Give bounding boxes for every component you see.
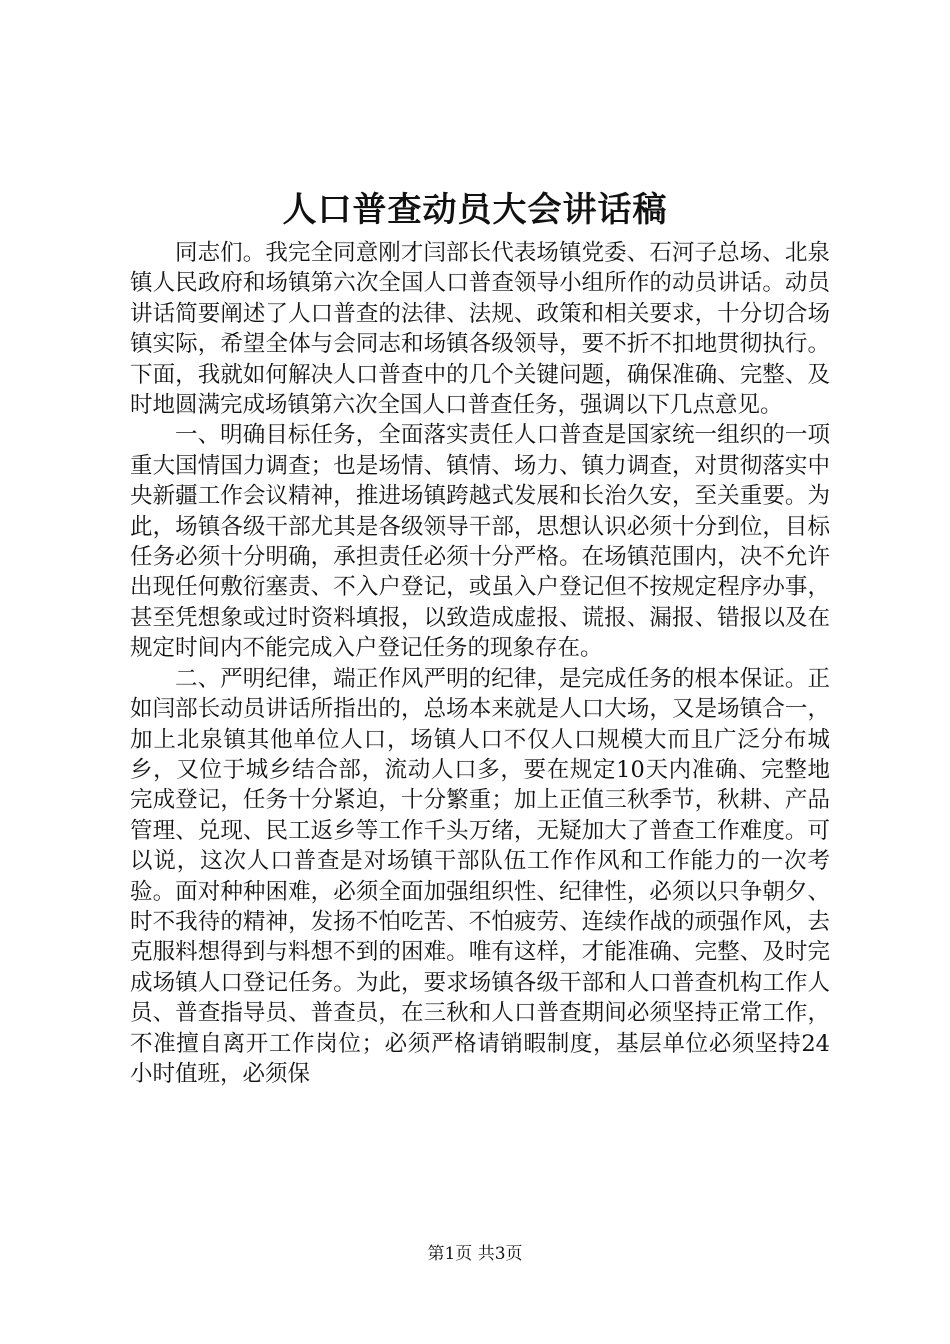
paragraph-section-1: 一、明确目标任务，全面落实责任人口普查是国家统一组织的一项重大国情国力调查；也是场情、镇情、场力、镇力调查，对贯彻落实中央新疆工作会议精神，推进场镇跨越式发展和长治久安，至关重要。为此，场镇各级干部尤其是各级领导干部，思想认识必须十分到位，目标任务必须十分明确，承担责任必须十分严格。在场镇范围内，决不允许出现任何敷衍塞责、不入户登记，或虽入户登记但不按规定程序办事，甚至凭想象或过时资料填报，以致造成虚报、谎报、漏报、错报以及在规定时间内不能完成入户登记任务的现象存在。 bbox=[130, 422, 830, 662]
paragraph-section-2: 二、严明纪律，端正作风严明的纪律，是完成任务的根本保证。正如闫部长动员讲话所指出的，总场本来就是人口大场，又是场镇合一，加上北泉镇其他单位人口，场镇人口不仅人口规模大而且广泛分布城乡，又位于城乡结合部，流动人口多，要在规定10天内准确、完整地完成登记，任务十分紧迫，十分繁重；加上正值三秋季节，秋耕、产品管理、兑现、民工返乡等工作千头万绪，无疑加大了普查工作难度。可以说，这次人口普查是对场镇干部队伍工作作风和工作能力的一次考验。面对种种困难，必须全面加强组织性、纪律性，必须以只争朝夕、时不我待的精神，发扬不怕吃苦、不怕疲劳、连续作战的顽强作风，去克服料想得到与料想不到的困难。唯有这样，才能准确、完整、及时完成场镇人口登记任务。为此，要求场镇各级干部和人口普查机构工作人员、普查指导员、普查员，在三秋和人口普查期间必须坚持正常工作，不准擅自离开工作岗位；必须严格请销暇制度，基层单位必须坚持24小时值班，必须保 bbox=[130, 665, 830, 1087]
document-title: 人口普查动员大会讲话稿 bbox=[282, 190, 668, 230]
page-number-total: 共3页 bbox=[477, 1244, 523, 1264]
paragraph-intro: 同志们。我完全同意刚才闫部长代表场镇党委、石河子总场、北泉镇人民政府和场镇第六次全国人口普查领导小组所作的动员讲话。动员讲话简要阐述了人口普查的法律、法规、政策和相关要求，十分切合场镇实际，希望全体与会同志和场镇各级领导，要不折不扣地贯彻执行。下面，我就如何解决人口普查中的几个关键问题，确保准确、完整、及时地圆满完成场镇第六次全国人口普查任务，强调以下几点意见。 bbox=[130, 240, 830, 419]
page-footer bbox=[0, 1242, 950, 1266]
page-number-current: 第1页 bbox=[427, 1244, 473, 1264]
document-body bbox=[130, 238, 830, 1089]
